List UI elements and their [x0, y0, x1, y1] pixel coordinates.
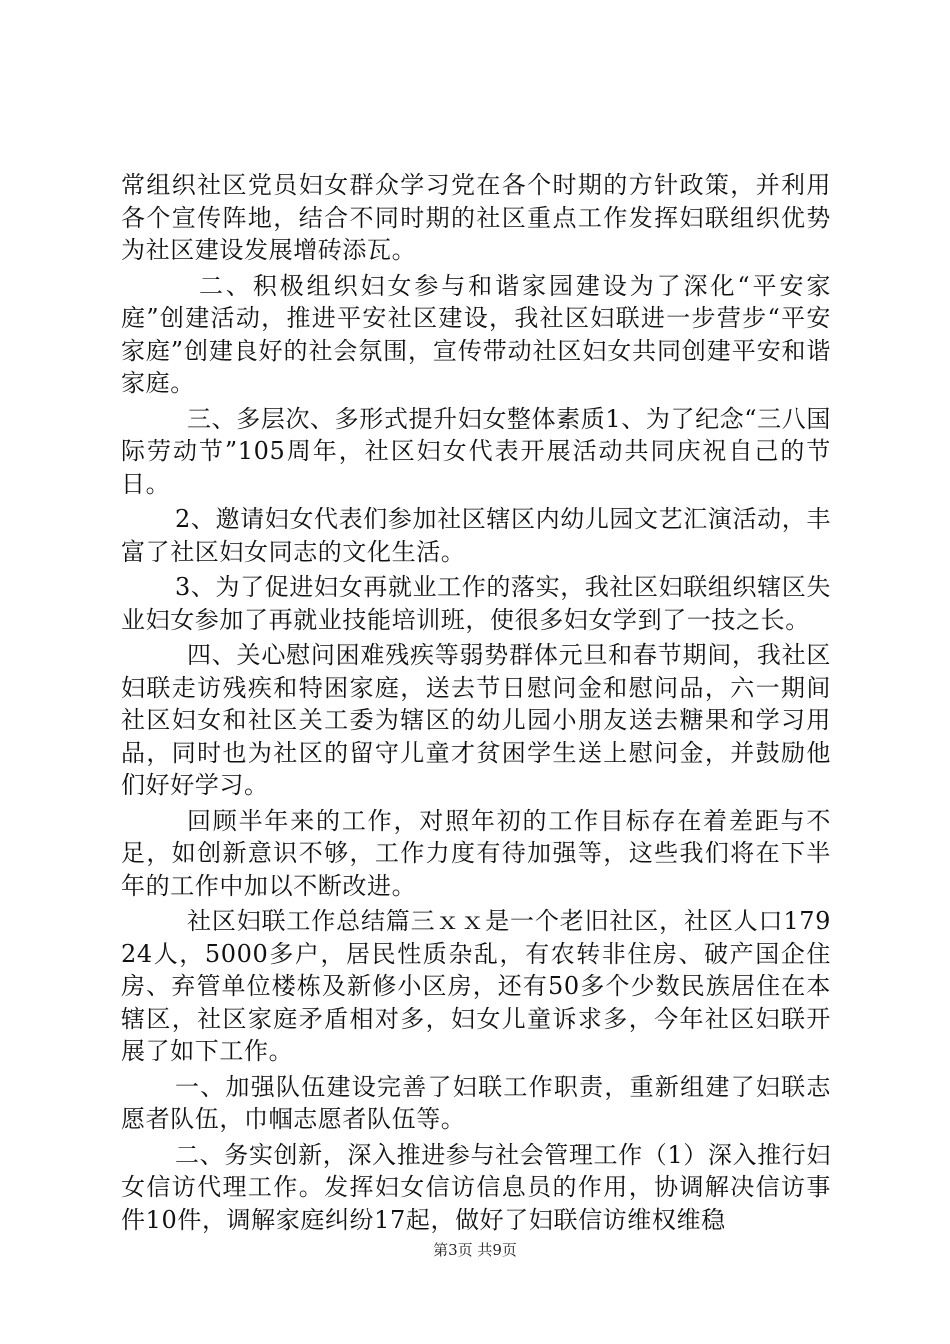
paragraph: 一、加强队伍建设完善了妇联工作职责，重新组建了妇联志愿者队伍，巾帼志愿者队伍等。	[121, 1072, 831, 1133]
paragraph: 二、务实创新，深入推进参与社会管理工作（1）深入推行妇女信访代理工作。发挥妇女信访信息员的作用，协调解决信访事件10件，调解家庭纠纷17起，做好了妇联信访维权维稳	[121, 1140, 831, 1234]
paragraph: 常组织社区党员妇女群众学习党在各个时期的方针政策，并利用各个宣传阵地，结合不同时期的社区重点工作发挥妇联组织优势为社区建设发展增砖添瓦。	[121, 171, 831, 264]
paragraph: 四、关心慰问困难残疾等弱势群体元旦和春节期间，我社区妇联走访残疾和特困家庭，送去节日慰问金和慰问品，六一期间社区妇女和社区关工委为辖区的幼儿园小朋友送去糖果和学习用品，同时也为社区的留守儿童才贫困学生送上慰问金，并鼓励他们好好学习。	[121, 641, 831, 799]
paragraph: 3、为了促进妇女再就业工作的落实，我社区妇联组织辖区失业妇女参加了再就业技能培训班，使很多妇女学到了一技之长。	[121, 573, 831, 634]
paragraph: 二、积极组织妇女参与和谐家园建设为了深化“平安家庭”创建活动，推进平安社区建设，我社区妇联进一步营步“平安家庭”创建良好的社会氛围，宣传带动社区妇女共同创建平安和谐家庭。	[121, 271, 831, 397]
paragraph: 三、多层次、多形式提升妇女整体素质1、为了纪念“三八国际劳动节”105周年，社区妇女代表开展活动共同庆祝自己的节日。	[121, 404, 831, 498]
paragraph: 回顾半年来的工作，对照年初的工作目标存在着差距与不足，如创新意识不够，工作力度有待加强等，这些我们将在下半年的工作中加以不断改进。	[121, 806, 831, 900]
page-footer: 第3页 共9页	[433, 1241, 517, 1259]
document-body	[121, 169, 831, 1239]
paragraph: 社区妇联工作总结篇三ｘｘ是一个老旧社区，社区人口17924人，5000多户，居民性质杂乱，有农转非住房、破产国企住房、弃管单位楼栋及新修小区房，还有50多个少数民族居住在本辖区，社区家庭矛盾相对多，妇女儿童诉求多，今年社区妇联开展了如下工作。	[121, 907, 831, 1065]
paragraph: 2、邀请妇女代表们参加社区辖区内幼儿园文艺汇演活动，丰富了社区妇女同志的文化生活。	[121, 505, 831, 566]
